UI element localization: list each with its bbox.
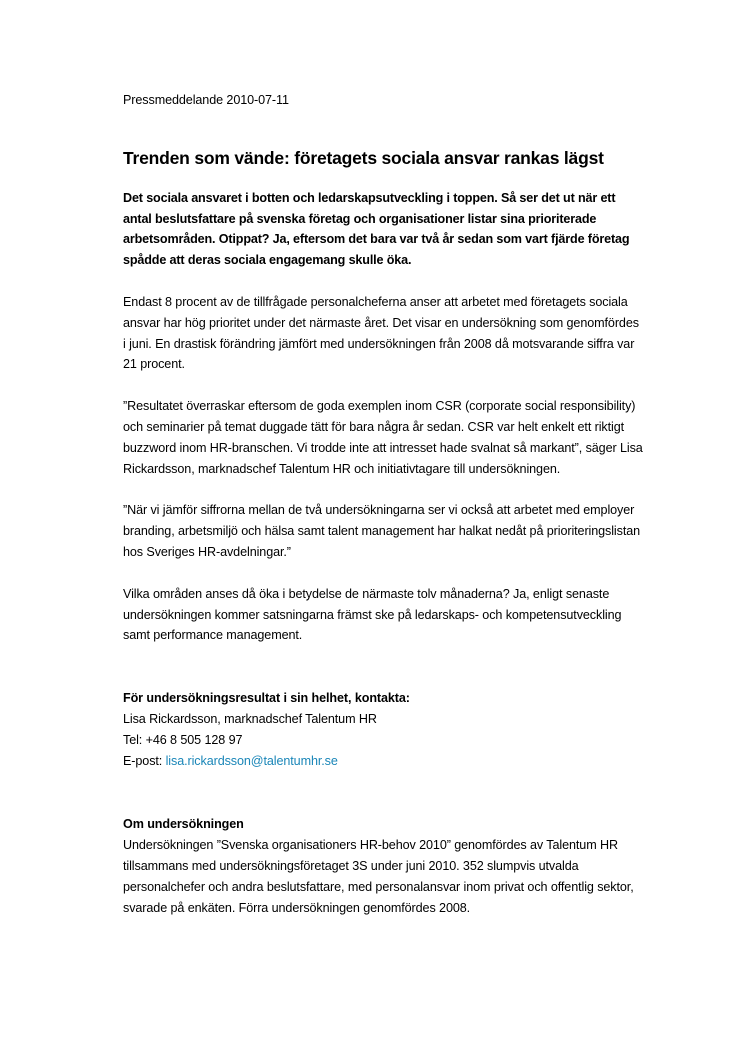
contact-name: Lisa Rickardsson, marknadschef Talentum HR [123, 711, 377, 726]
about-text: Undersökningen ”Svenska organisationers HR-behov 2010” genomfördes av Talentum HR tillsammans med undersökningsföretaget 3S under juni 2010. 352 slumpvis utvalda personalchefer och andra beslutsfattare, med personalansvar inom privat och offentlig sektor, svarade på enkäten. Förra undersökningen genomfördes 2008. [123, 838, 634, 915]
about-heading: Om undersökningen [123, 817, 244, 832]
body-paragraph-4: Vilka områden anses då öka i betydelse de närmaste tolv månaderna? Ja, enligt senaste undersökningen kommer satsningarna främst ske på ledarskaps- och kompetensutveckling samt performance management. [123, 586, 622, 643]
press-release-page [123, 90, 643, 918]
email-label: E-post: [123, 753, 166, 768]
email-link[interactable]: lisa.rickardsson@talentumhr.se [165, 753, 338, 768]
lead-paragraph: Det sociala ansvaret i botten och ledarskapsutveckling i toppen. Så ser det ut när ett antal beslutsfattare på svenska företag och organisationer listar sina prioriterade arbetsområden. Otippat? Ja, eftersom det bara var två år sedan som vart fjärde företag spådde att deras sociala engagemang skulle öka. [123, 190, 630, 268]
body-paragraph-1: Endast 8 procent av de tillfrågade personalcheferna anser att arbetet med företagets sociala ansvar har hög prioritet under det närmaste året. Det visar en undersökning som genomfördes i juni. En drastisk förändring jämfört med undersökningen från 2008 då motsvarande siffra var 21 procent. [123, 294, 639, 372]
dateline: Pressmeddelande 2010-07-11 [123, 93, 289, 107]
page-title: Trenden som vände: företagets sociala ansvar rankas lägst [123, 147, 604, 168]
about-section [123, 814, 643, 918]
contact-phone: Tel: +46 8 505 128 97 [123, 732, 243, 747]
contact-section [123, 688, 643, 771]
body-paragraph-3: ”När vi jämför siffrorna mellan de två undersökningarna ser vi också att arbetet med employer branding, arbetsmiljö och hälsa samt talent management har halkat nedåt på prioriteringslistan hos Sveriges HR-avdelningar.” [123, 503, 641, 559]
contact-heading: För undersökningsresultat i sin helhet, kontakta: [123, 691, 410, 706]
contact-email-line [123, 751, 643, 772]
body-paragraph-2: ”Resultatet överraskar eftersom de goda exemplen inom CSR (corporate social responsibility) och seminarier på temat duggade tätt för bara några år sedan. CSR var helt enkelt ett riktigt buzzword inom HR-branschen. Vi trodde inte att intresset hade svalnat så markant”, säger Lisa Rickardsson, marknadschef Talentum HR och initiativtagare till undersökningen. [123, 399, 643, 476]
